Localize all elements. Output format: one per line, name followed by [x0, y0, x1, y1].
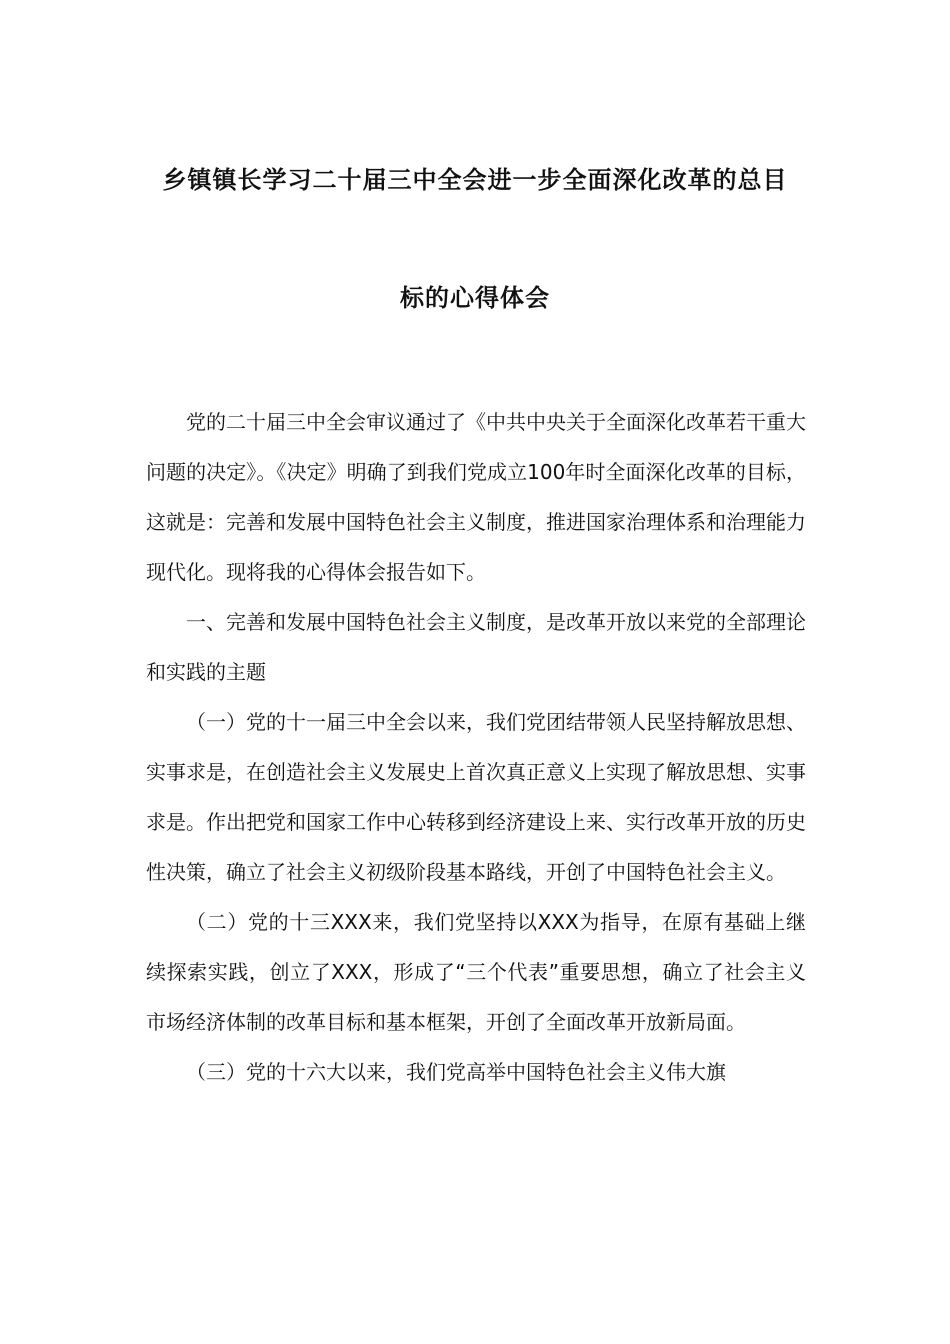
- document-title-line-1: 乡镇镇长学习二十届三中全会进一步全面深化改革的总目: [162, 166, 788, 194]
- document-title-line-2: 标的心得体会: [400, 284, 550, 312]
- paragraph-point-2: （二）党的十三XXX来，我们党坚持以XXX为指导，在原有基础上继续探索实践，创立了XXX，形成了“三个代表”重要思想，确立了社会主义市场经济体制的改革目标和基本框架，开创了全面改革开放新局面。: [146, 910, 806, 1034]
- paragraph-point-1: （一）党的十一届三中全会以来，我们党团结带领人民坚持解放思想、实事求是，在创造社会主义发展史上首次真正意义上实现了解放思想、实事求是。作出把党和国家工作中心转移到经济建设上来、实行改革开放的历史性决策，确立了社会主义初级阶段基本路线，开创了中国特色社会主义。: [146, 710, 806, 884]
- section-heading-1: 一、完善和发展中国特色社会主义制度，是改革开放以来党的全部理论和实践的主题: [146, 610, 806, 684]
- paragraph-point-3: （三）党的十六大以来，我们党高举中国特色社会主义伟大旗: [186, 1060, 726, 1084]
- document-body: [146, 397, 806, 1097]
- paragraph-intro: 党的二十届三中全会审议通过了《中共中央关于全面深化改革若干重大问题的决定》。《决定》明确了到我们党成立100年时全面深化改革的目标，这就是：完善和发展中国特色社会主义制度，推进国家治理体系和治理能力现代化。现将我的心得体会报告如下。: [146, 410, 806, 584]
